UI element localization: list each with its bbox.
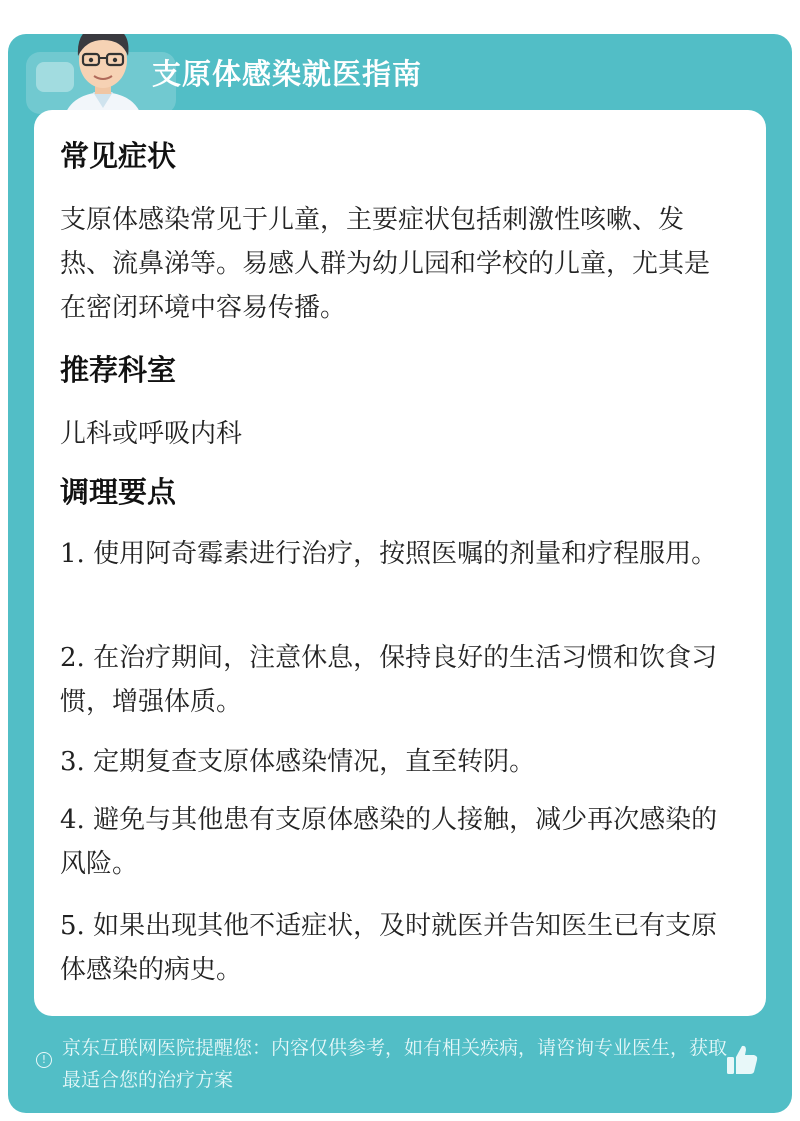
tip-text: 使用阿奇霉素进行治疗，按照医嘱的剂量和疗程服用。: [93, 539, 718, 569]
doctor-avatar-icon: [48, 34, 158, 122]
tip-text: 避免与其他患有支原体感染的人接触，减少再次感染的风险。: [60, 805, 718, 879]
care-tip-3: [60, 740, 724, 784]
tip-text: 在治疗期间，注意休息，保持良好的生活习惯和饮食习惯，增强体质。: [60, 643, 718, 717]
symptoms-text: 支原体感染常见于儿童，主要症状包括刺激性咳嗽、发热、流鼻涕等。易感人群为幼儿园和学校的儿童，尤其是在密闭环境中容易传播。: [60, 205, 711, 323]
symptoms-heading: 常见症状: [60, 139, 177, 173]
info-icon: !: [36, 1052, 52, 1068]
content-card: [34, 110, 766, 1016]
tip-number: 3.: [60, 747, 85, 777]
department-text: 儿科或呼吸内科: [60, 419, 243, 449]
department-heading: 推荐科室: [60, 353, 177, 387]
tip-number: 2.: [60, 643, 85, 673]
care-tip-2: [60, 636, 724, 724]
tip-text: 定期复查支原体感染情况，直至转阴。: [93, 747, 536, 777]
footer-disclaimer: 京东互联网医院提醒您：内容仅供参考，如有相关疾病，请咨询专业医生，获取最适合您的治疗方案: [62, 1037, 728, 1091]
page-title: 支原体感染就医指南: [152, 57, 423, 91]
care-tip-1: [60, 532, 724, 576]
care-heading: 调理要点: [60, 475, 177, 509]
tip-number: 5.: [60, 911, 85, 941]
care-tip-4: [60, 798, 724, 886]
tip-text: 如果出现其他不适症状，及时就医并告知医生已有支原体感染的病史。: [60, 911, 718, 985]
care-tip-5: [60, 904, 724, 992]
tip-number: 1.: [60, 539, 85, 569]
tip-number: 4.: [60, 805, 85, 835]
guide-panel: [8, 34, 792, 1113]
thumbs-up-icon[interactable]: [724, 1042, 760, 1078]
